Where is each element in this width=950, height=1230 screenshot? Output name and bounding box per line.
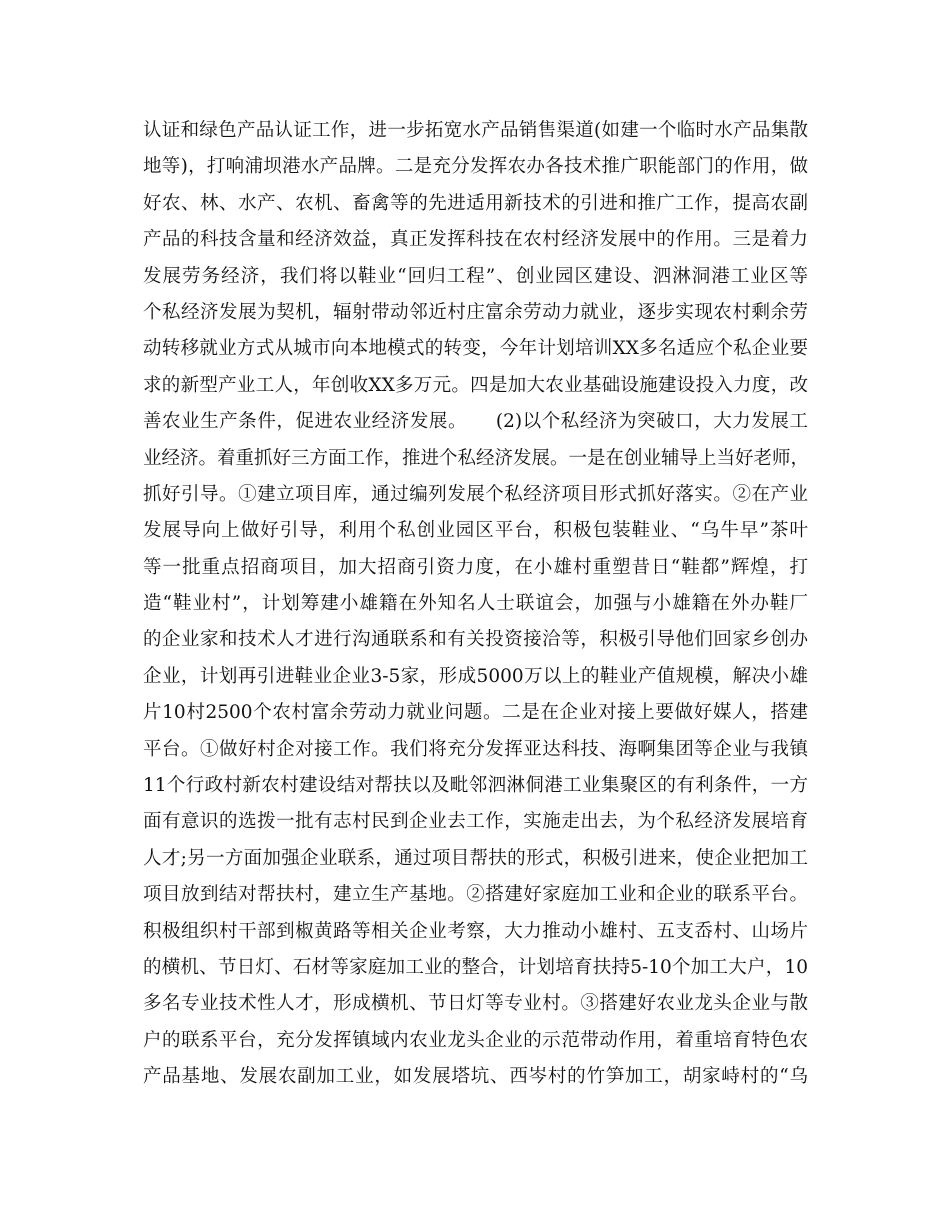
text-line: 企业，计划再引进鞋业企业3-5家，形成5000万以上的鞋业产值规模，解决小雄 [143, 665, 808, 687]
text-line: 动转移就业方式从城市向本地模式的转变，今年计划培训XX多名适应个私企业要 [143, 338, 808, 360]
text-line: 产品基地、发展农副加工业，如发展塔坑、西岑村的竹笋加工，胡家峙村的“乌 [143, 1066, 808, 1088]
text-line: 造“鞋业村”，计划筹建小雄籍在外知名人士联谊会，加强与小雄籍在外办鞋厂 [143, 593, 808, 615]
text-line: 的横机、节日灯、石材等家庭加工业的整合，计划培育扶持5-10个加工大户，10 [143, 956, 808, 978]
text-line: 平台。①做好村企对接工作。我们将充分发挥亚达科技、海啊集团等企业与我镇 [143, 738, 808, 760]
text-line: 的企业家和技术人才进行沟通联系和有关投资接洽等，积极引导他们回家乡创办 [143, 629, 808, 651]
text-line: 等一批重点招商项目，加大招商引资力度，在小雄村重塑昔日“鞋都”辉煌，打 [143, 556, 808, 578]
text-line: 发展劳务经济，我们将以鞋业“回归工程”、创业园区建设、泗淋洞港工业区等 [143, 265, 808, 287]
text-line: 抓好引导。①建立项目库，通过编列发展个私经济项目形式抓好落实。②在产业 [143, 483, 808, 505]
text-line: 积极组织村干部到椒黄路等相关企业考察，大力推动小雄村、五支岙村、山场片 [143, 920, 808, 942]
text-line: 产品的科技含量和经济效益，真正发挥科技在农村经济发展中的作用。三是着力 [143, 229, 808, 251]
text-line: 好农、林、水产、农机、畜禽等的先进适用新技术的引进和推广工作，提高农副 [143, 192, 808, 214]
text-line: 善农业生产条件，促进农业经济发展。 (2)以个私经济为突破口，大力发展工 [143, 411, 808, 433]
text-line: 求的新型产业工人，年创收XX多万元。四是加大农业基础设施建设投入力度，改 [143, 374, 808, 396]
text-line: 面有意识的选拨一批有志村民到企业去工作，实施走出去，为个私经济发展培育 [143, 811, 808, 833]
text-line: 11个行政村新农村建设结对帮扶以及毗邻泗淋侗港工业集聚区的有利条件，一方 [143, 775, 808, 797]
text-line: 多名专业技术性人才，形成横机、节日灯等专业村。③搭建好农业龙头企业与散 [143, 993, 808, 1015]
text-line: 地等)，打响浦坝港水产品牌。二是充分发挥农办各技术推广职能部门的作用，做 [143, 156, 808, 178]
text-line: 认证和绿色产品认证工作，进一步拓宽水产品销售渠道(如建一个临时水产品集散 [143, 120, 808, 141]
text-line: 发展导向上做好引导，利用个私创业园区平台，积极包装鞋业、“乌牛早”茶叶 [143, 520, 808, 542]
body-paragraph [143, 113, 808, 1096]
text-line: 户的联系平台，充分发挥镇域内农业龙头企业的示范带动作用，着重培育特色农 [143, 1029, 808, 1051]
text-line: 个私经济发展为契机，辐射带动邻近村庄富余劳动力就业，逐步实现农村剩余劳 [143, 301, 808, 323]
text-line: 片10村2500个农村富余劳动力就业问题。二是在企业对接上要做好媒人，搭建 [143, 702, 808, 724]
text-line: 项目放到结对帮扶村，建立生产基地。②搭建好家庭加工业和企业的联系平台。 [143, 884, 808, 906]
text-line: 业经济。着重抓好三方面工作，推进个私经济发展。一是在创业辅导上当好老师， [143, 447, 810, 469]
text-line: 人才;另一方面加强企业联系，通过项目帮扶的形式，积极引进来，使企业把加工 [143, 847, 808, 869]
